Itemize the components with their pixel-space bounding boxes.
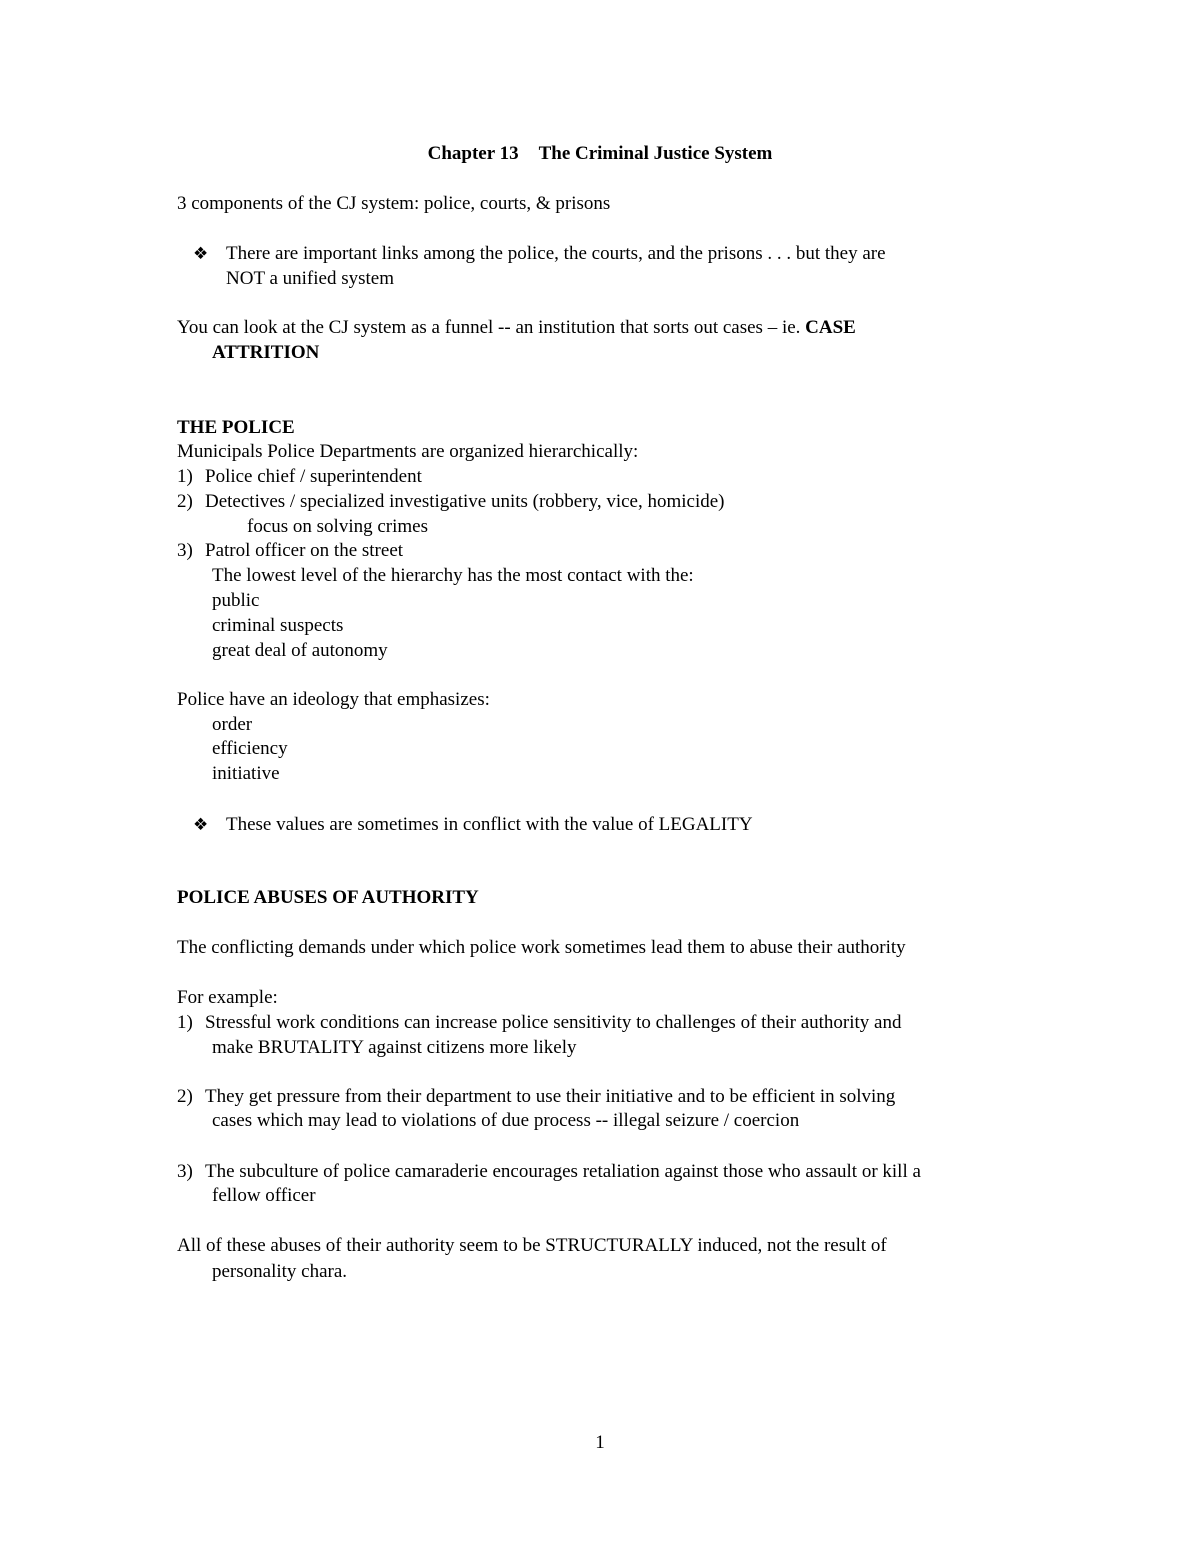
example-intro: For example: — [177, 987, 278, 1008]
hierarchy-item — [177, 490, 725, 514]
hierarchy-number: 1) — [177, 466, 193, 487]
example-item — [177, 1160, 921, 1184]
example-number: 3) — [177, 1161, 193, 1182]
patrol-subline: The lowest level of the hierarchy has the most contact with the: — [212, 565, 694, 586]
example-item — [177, 1085, 895, 1109]
ideology-value: order — [212, 714, 253, 735]
example-number: 1) — [177, 1012, 193, 1033]
conclusion-line2: personality chara. — [212, 1261, 348, 1282]
hierarchy-text: Patrol officer on the street — [205, 540, 404, 561]
patrol-subline: public — [212, 590, 260, 611]
components-line: 3 components of the CJ system: police, courts, & prisons — [177, 193, 611, 214]
hierarchy-item — [177, 539, 403, 563]
hierarchy-text: Police chief / superintendent — [205, 466, 422, 487]
patrol-subline: criminal suspects — [212, 615, 344, 636]
example-text: They get pressure from their department to use their initiative and to be efficient in solving — [205, 1086, 896, 1107]
example-text: The subculture of police camaraderie encourages retaliation against those who assault or kill a — [205, 1161, 921, 1182]
example-continuation: make BRUTALITY against citizens more likely — [212, 1037, 577, 1058]
diamond-bullet-icon: ❖ — [193, 244, 209, 264]
attrition-bold: ATTRITION — [212, 342, 320, 363]
diamond-bullet-icon: ❖ — [193, 815, 209, 835]
example-continuation: cases which may lead to violations of due process -- illegal seizure / coercion — [212, 1110, 800, 1131]
abuses-intro: The conflicting demands under which police work sometimes lead them to abuse their authority — [177, 937, 906, 958]
example-continuation: fellow officer — [212, 1185, 316, 1206]
bullet-links-line1: There are important links among the police, the courts, and the prisons . . . but they are — [226, 243, 886, 264]
ideology-intro: Police have an ideology that emphasizes: — [177, 689, 490, 710]
page-title — [0, 142, 1200, 166]
ideology-value: initiative — [212, 763, 280, 784]
abuses-heading: POLICE ABUSES OF AUTHORITY — [177, 887, 479, 908]
hierarchy-text: Detectives / specialized investigative units (robbery, vice, homicide) — [205, 491, 725, 512]
chapter-number: Chapter 13 — [427, 143, 519, 164]
hierarchy-number: 2) — [177, 491, 193, 512]
funnel-paragraph-line1 — [177, 316, 856, 340]
police-intro: Municipals Police Departments are organized hierarchically: — [177, 441, 639, 462]
bullet-links-line2: NOT a unified system — [226, 268, 394, 289]
patrol-subline: great deal of autonomy — [212, 640, 388, 661]
example-number: 2) — [177, 1086, 193, 1107]
page-number: 1 — [595, 1432, 605, 1453]
hierarchy-item — [177, 465, 422, 489]
conclusion-line1: All of these abuses of their authority seem to be STRUCTURALLY induced, not the result of — [177, 1235, 887, 1256]
hierarchy-number: 3) — [177, 540, 193, 561]
ideology-value: efficiency — [212, 738, 288, 759]
case-bold: CASE — [805, 317, 856, 338]
police-heading: THE POLICE — [177, 417, 295, 438]
chapter-title: The Criminal Justice System — [538, 143, 773, 164]
funnel-text: You can look at the CJ system as a funnel -- an institution that sorts out cases – ie. — [177, 317, 806, 338]
example-text: Stressful work conditions can increase police sensitivity to challenges of their authority and — [205, 1012, 902, 1033]
legality-bullet: These values are sometimes in conflict with the value of LEGALITY — [226, 814, 753, 835]
detectives-subline: focus on solving crimes — [247, 516, 429, 537]
example-item — [177, 1011, 902, 1035]
